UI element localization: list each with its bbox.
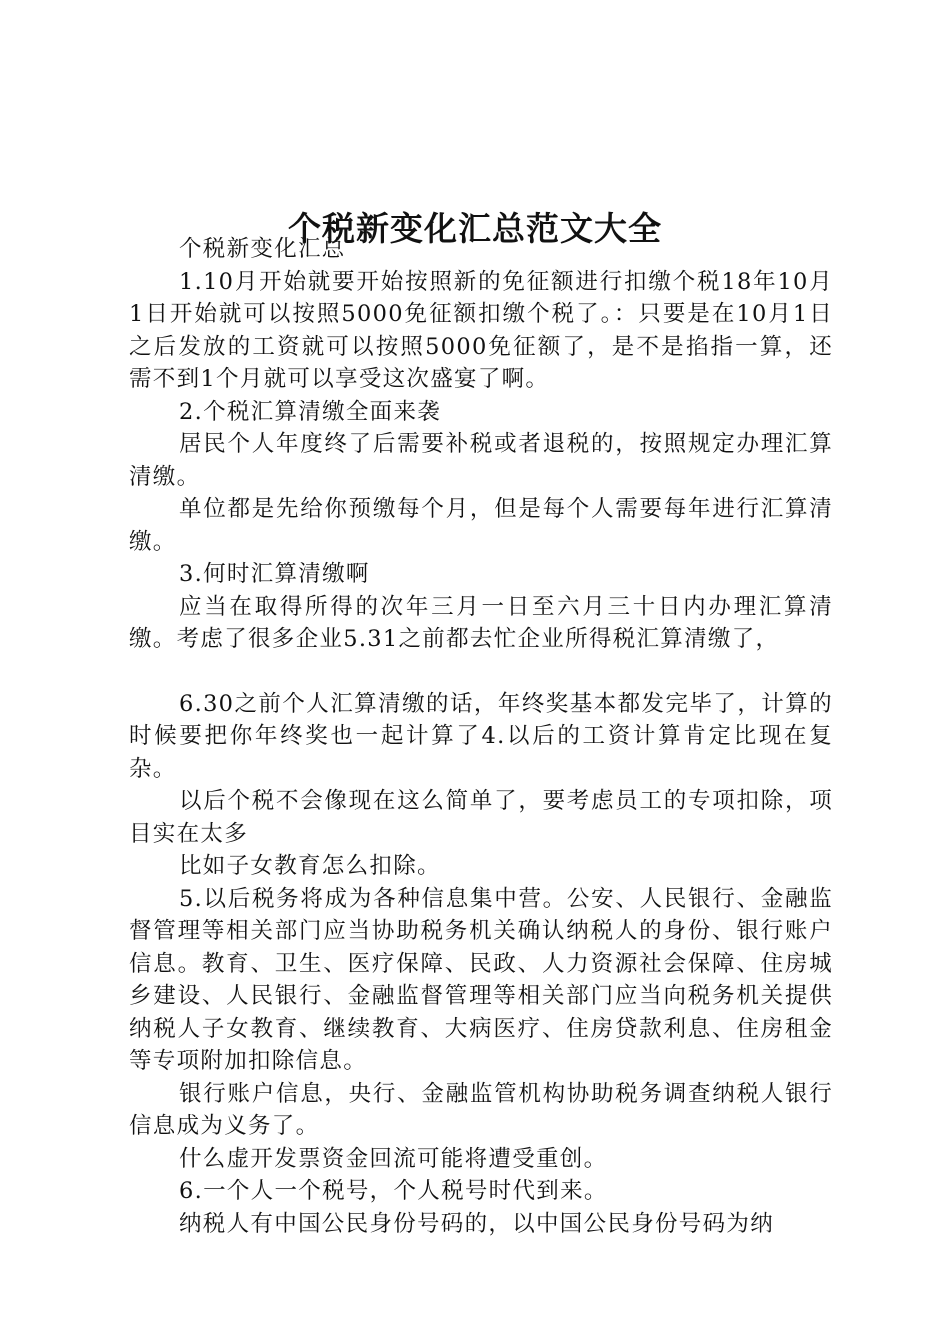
paragraph-1: 1.10月开始就要开始按照新的免征额进行扣缴个税18年10月1日开始就可以按照5000免征额扣缴个税了。：只要是在10月1日之后发放的工资就可以按照5000免征额了，是不是掐指一算，还需不到1个月就可以享受这次盛宴了啊。: [129, 268, 833, 392]
paragraph-heading: 个税新变化汇总: [179, 236, 346, 262]
document-body: [129, 233, 833, 1240]
paragraph-4: 单位都是先给你预缴每个月，但是每个人需要每年进行汇算清缴。: [129, 496, 833, 555]
paragraph-5: 3.何时汇算清缴啊: [179, 561, 370, 587]
paragraph-12: 什么虚开发票资金回流可能将遭受重创。: [179, 1145, 608, 1172]
paragraph-13: 6.一个人一个税号，个人税号时代到来。: [179, 1178, 608, 1204]
paragraph-6: 应当在取得所得的次年三月一日至六月三十日内办理汇算清缴。考虑了很多企业5.31之前都去忙企业所得税汇算清缴了，: [129, 593, 833, 652]
paragraph-11: 银行账户信息，央行、金融监管机构协助税务调查纳税人银行信息成为义务了。: [129, 1080, 833, 1139]
paragraph-gap: [129, 656, 833, 688]
paragraph-7: 6.30之前个人汇算清缴的话，年终奖基本都发完毕了，计算的时候要把你年终奖也一起计算了4.以后的工资计算肯定比现在复杂。: [129, 690, 833, 782]
paragraph-2: 2.个税汇算清缴全面来袭: [179, 398, 442, 425]
paragraph-14: 纳税人有中国公民身份号码的，以中国公民身份号码为纳: [179, 1210, 775, 1237]
paragraph-9: 比如子女教育怎么扣除。: [179, 853, 441, 879]
paragraph-10: 5.以后税务将成为各种信息集中营。公安、人民银行、金融监督管理等相关部门应当协助税务机关确认纳税人的身份、银行账户信息。教育、卫生、医疗保障、民政、人力资源社会保障、住房城乡建设、人民银行、金融监督管理等相关部门应当向税务机关提供纳税人子女教育、继续教育、大病医疗、住房贷款利息、住房租金等专项附加扣除信息。: [129, 885, 833, 1074]
paragraph-8: 以后个税不会像现在这么简单了，要考虑员工的专项扣除，项目实在太多: [129, 788, 833, 847]
document-title: 个税新变化汇总范文大全: [288, 209, 662, 249]
paragraph-3: 居民个人年度终了后需要补税或者退税的，按照规定办理汇算清缴。: [129, 431, 833, 490]
